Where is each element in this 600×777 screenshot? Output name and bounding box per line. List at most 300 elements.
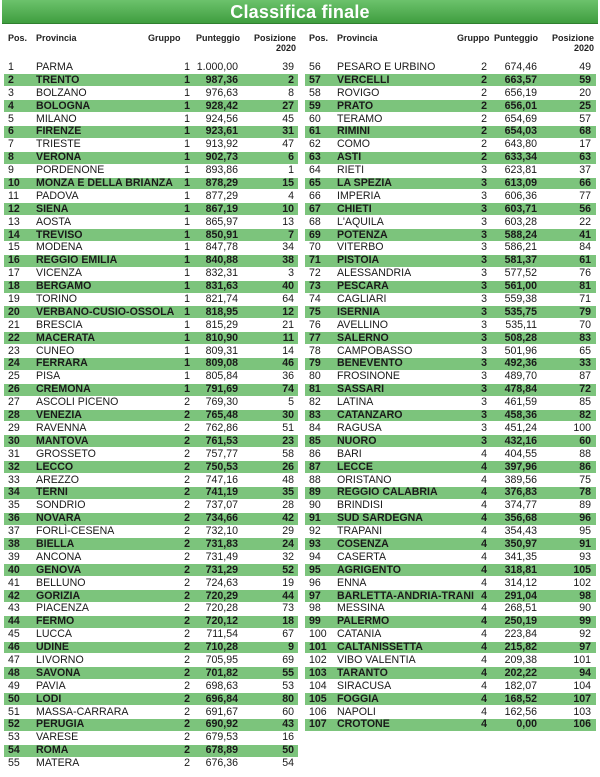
cell-gruppo: 4	[481, 666, 487, 679]
cell-provincia: LECCE	[337, 460, 373, 473]
cell-posizione-2020: 106	[573, 718, 591, 731]
cell-pos: 35	[8, 499, 20, 512]
cell-provincia: TERNI	[36, 486, 68, 499]
cell-pos: 57	[309, 73, 321, 86]
table-row	[305, 345, 596, 358]
cell-pos: 77	[309, 331, 321, 344]
cell-punteggio: 761,53	[205, 434, 238, 447]
table-row	[305, 615, 596, 628]
cell-pos: 54	[8, 744, 20, 757]
cell-posizione-2020: 49	[579, 61, 591, 73]
cell-posizione-2020: 102	[573, 576, 591, 589]
cell-posizione-2020: 46	[282, 357, 294, 370]
cell-pos: 23	[8, 344, 20, 357]
cell-posizione-2020: 28	[282, 499, 294, 512]
cell-pos: 52	[8, 718, 20, 731]
cell-punteggio: 893,86	[205, 164, 238, 177]
cell-punteggio: 731,83	[205, 537, 238, 550]
cell-pos: 85	[309, 434, 321, 447]
table-header	[305, 29, 596, 58]
cell-gruppo: 4	[481, 679, 487, 692]
cell-gruppo: 1	[184, 228, 190, 241]
cell-pos: 87	[309, 460, 321, 473]
cell-punteggio: 913,92	[205, 138, 238, 151]
table-row	[305, 448, 596, 461]
cell-provincia: MATERA	[36, 757, 80, 770]
table-row	[305, 74, 596, 87]
table-row	[305, 641, 596, 654]
cell-pos: 20	[8, 305, 20, 318]
cell-provincia: BENEVENTO	[337, 357, 403, 370]
cell-punteggio: 489,70	[504, 370, 537, 383]
cell-gruppo: 4	[481, 692, 487, 705]
cell-posizione-2020: 36	[282, 370, 294, 383]
cell-pos: 68	[309, 215, 321, 228]
cell-posizione-2020: 69	[282, 653, 294, 666]
cell-pos: 21	[8, 318, 20, 331]
cell-pos: 30	[8, 434, 20, 447]
cell-pos: 96	[309, 576, 321, 589]
cell-gruppo: 2	[184, 409, 190, 422]
cell-provincia: BELLUNO	[36, 576, 86, 589]
table-row	[305, 512, 596, 525]
cell-pos: 47	[8, 653, 20, 666]
cell-gruppo: 4	[481, 473, 487, 486]
table-row	[305, 396, 596, 409]
table-row	[305, 125, 596, 138]
cell-gruppo: 1	[184, 99, 190, 112]
cell-posizione-2020: 82	[579, 409, 591, 422]
cell-provincia: NAPOLI	[337, 705, 376, 718]
table-row	[305, 138, 596, 151]
cell-posizione-2020: 39	[282, 61, 294, 73]
cell-provincia: RIMINI	[337, 125, 370, 138]
cell-provincia: AOSTA	[36, 215, 72, 228]
cell-punteggio: 318,81	[504, 563, 537, 576]
cell-pos: 76	[309, 318, 321, 331]
table-row	[305, 203, 596, 216]
cell-punteggio: 809,31	[205, 344, 238, 357]
cell-provincia: RAGUSA	[337, 421, 382, 434]
cell-provincia: VARESE	[36, 731, 79, 744]
table-row	[4, 241, 298, 254]
cell-provincia: CATANZARO	[337, 409, 403, 422]
cell-punteggio: 731,29	[205, 563, 238, 576]
cell-gruppo: 1	[184, 370, 190, 383]
cell-gruppo: 1	[184, 344, 190, 357]
table-row	[4, 641, 298, 654]
cell-gruppo: 2	[184, 499, 190, 512]
cell-posizione-2020: 33	[579, 357, 591, 370]
cell-pos: 64	[309, 164, 321, 177]
cell-provincia: TRENTO	[36, 73, 80, 86]
cell-punteggio: 458,36	[504, 409, 537, 422]
cell-pos: 42	[8, 589, 20, 602]
cell-posizione-2020: 55	[282, 666, 294, 679]
cell-gruppo: 2	[184, 460, 190, 473]
cell-posizione-2020: 35	[282, 486, 294, 499]
cell-provincia: TERAMO	[337, 112, 383, 125]
cell-pos: 71	[309, 254, 321, 267]
cell-pos: 38	[8, 537, 20, 550]
cell-provincia: UDINE	[36, 641, 69, 654]
cell-punteggio: 0,00	[516, 718, 537, 731]
cell-punteggio: 720,29	[205, 589, 238, 602]
header-punteggio: Punteggio	[196, 33, 240, 43]
table-row	[4, 306, 298, 319]
cell-pos: 92	[309, 525, 321, 538]
cell-gruppo: 3	[481, 189, 487, 202]
cell-gruppo: 2	[184, 692, 190, 705]
table-row	[305, 280, 596, 293]
cell-posizione-2020: 97	[579, 641, 591, 654]
table-row	[305, 357, 596, 370]
cell-gruppo: 4	[481, 602, 487, 615]
cell-posizione-2020: 47	[282, 138, 294, 151]
cell-pos: 67	[309, 202, 321, 215]
cell-gruppo: 3	[481, 164, 487, 177]
cell-pos: 105	[309, 692, 327, 705]
cell-gruppo: 2	[184, 757, 190, 770]
cell-posizione-2020: 16	[282, 731, 294, 744]
cell-provincia: REGGIO EMILIA	[36, 254, 118, 267]
cell-gruppo: 1	[184, 112, 190, 125]
table-row	[4, 731, 298, 744]
cell-posizione-2020: 45	[282, 112, 294, 125]
cell-punteggio: 654,69	[504, 112, 537, 125]
header-pos: Pos.	[8, 33, 28, 43]
cell-gruppo: 2	[184, 447, 190, 460]
table-row	[4, 667, 298, 680]
cell-provincia: SUD SARDEGNA	[337, 512, 423, 525]
cell-provincia: SONDRIO	[36, 499, 86, 512]
cell-punteggio: 577,52	[504, 267, 537, 280]
table-row	[4, 461, 298, 474]
cell-provincia: ASCOLI PICENO	[36, 396, 119, 409]
cell-gruppo: 3	[481, 370, 487, 383]
cell-gruppo: 1	[184, 177, 190, 190]
cell-posizione-2020: 73	[282, 602, 294, 615]
cell-punteggio: 674,46	[504, 61, 537, 73]
cell-gruppo: 4	[481, 641, 487, 654]
cell-pos: 80	[309, 370, 321, 383]
cell-pos: 70	[309, 241, 321, 254]
cell-gruppo: 3	[481, 383, 487, 396]
table-row	[4, 474, 298, 487]
cell-posizione-2020: 23	[282, 434, 294, 447]
cell-gruppo: 3	[481, 280, 487, 293]
cell-punteggio: 397,96	[504, 460, 537, 473]
cell-posizione-2020: 17	[579, 138, 591, 151]
cell-punteggio: 478,84	[504, 383, 537, 396]
cell-gruppo: 3	[481, 421, 487, 434]
table-row	[4, 61, 298, 74]
cell-posizione-2020: 79	[579, 305, 591, 318]
cell-provincia: ENNA	[337, 576, 367, 589]
cell-provincia: VIBO VALENTIA	[337, 653, 416, 666]
cell-gruppo: 3	[481, 177, 487, 190]
table-row	[4, 718, 298, 731]
cell-gruppo: 4	[481, 512, 487, 525]
cell-posizione-2020: 96	[579, 512, 591, 525]
cell-pos: 90	[309, 499, 321, 512]
cell-posizione-2020: 27	[282, 99, 294, 112]
cell-gruppo: 2	[184, 705, 190, 718]
cell-pos: 91	[309, 512, 321, 525]
cell-posizione-2020: 64	[282, 293, 294, 306]
cell-punteggio: 878,29	[205, 177, 238, 190]
cell-punteggio: 732,10	[205, 525, 238, 538]
table-row	[4, 628, 298, 641]
cell-provincia: L'AQUILA	[337, 215, 384, 228]
cell-pos: 55	[8, 757, 20, 770]
cell-provincia: IMPERIA	[337, 189, 381, 202]
cell-gruppo: 1	[184, 241, 190, 254]
cell-punteggio: 1.000,00	[196, 61, 238, 73]
cell-punteggio: 162,56	[504, 705, 537, 718]
table-row	[4, 332, 298, 345]
table-row	[4, 229, 298, 242]
cell-provincia: PISTOIA	[337, 254, 380, 267]
cell-punteggio: 561,00	[504, 280, 537, 293]
cell-provincia: VENEZIA	[36, 409, 82, 422]
cell-posizione-2020: 25	[579, 99, 591, 112]
cell-pos: 107	[309, 718, 327, 731]
cell-gruppo: 4	[481, 653, 487, 666]
cell-pos: 26	[8, 383, 20, 396]
cell-gruppo: 4	[481, 537, 487, 550]
cell-pos: 102	[309, 653, 327, 666]
cell-provincia: PRATO	[337, 99, 374, 112]
table-row	[4, 512, 298, 525]
cell-punteggio: 698,63	[205, 679, 238, 692]
cell-gruppo: 2	[184, 666, 190, 679]
cell-pos: 49	[8, 679, 20, 692]
table-row	[305, 267, 596, 280]
cell-gruppo: 2	[184, 718, 190, 731]
cell-punteggio: 356,68	[504, 512, 537, 525]
cell-posizione-2020: 56	[579, 202, 591, 215]
table-row	[4, 164, 298, 177]
cell-pos: 28	[8, 409, 20, 422]
cell-gruppo: 3	[481, 357, 487, 370]
cell-posizione-2020: 58	[282, 447, 294, 460]
cell-gruppo: 2	[184, 537, 190, 550]
cell-pos: 44	[8, 615, 20, 628]
cell-pos: 75	[309, 305, 321, 318]
cell-posizione-2020: 18	[282, 615, 294, 628]
cell-pos: 6	[8, 125, 14, 138]
cell-punteggio: 581,37	[504, 254, 537, 267]
table-row	[4, 422, 298, 435]
cell-provincia: SAVONA	[36, 666, 81, 679]
cell-pos: 62	[309, 138, 321, 151]
cell-provincia: FERRARA	[36, 357, 88, 370]
cell-provincia: BIELLA	[36, 537, 75, 550]
cell-gruppo: 2	[184, 473, 190, 486]
cell-gruppo: 1	[184, 125, 190, 138]
ranking-table-right	[305, 29, 596, 731]
cell-provincia: MESSINA	[337, 602, 385, 615]
cell-provincia: RAVENNA	[36, 421, 87, 434]
cell-pos: 74	[309, 293, 321, 306]
cell-pos: 95	[309, 563, 321, 576]
cell-provincia: BARI	[337, 447, 362, 460]
table-row	[305, 654, 596, 667]
cell-provincia: SALERNO	[337, 331, 389, 344]
cell-punteggio: 168,52	[504, 692, 537, 705]
cell-punteggio: 710,28	[205, 641, 238, 654]
cell-posizione-2020: 61	[579, 254, 591, 267]
cell-punteggio: 762,86	[205, 421, 238, 434]
cell-posizione-2020: 91	[579, 537, 591, 550]
cell-gruppo: 1	[184, 305, 190, 318]
table-row	[4, 125, 298, 138]
table-row	[305, 474, 596, 487]
cell-provincia: BRESCIA	[36, 318, 83, 331]
cell-punteggio: 840,88	[205, 254, 238, 267]
cell-gruppo: 1	[184, 215, 190, 228]
cell-posizione-2020: 67	[282, 628, 294, 641]
cell-provincia: CASERTA	[337, 550, 387, 563]
cell-punteggio: 696,84	[205, 692, 238, 705]
cell-pos: 17	[8, 267, 20, 280]
cell-punteggio: 613,09	[504, 177, 537, 190]
cell-posizione-2020: 8	[288, 86, 294, 99]
cell-punteggio: 757,77	[205, 447, 238, 460]
cell-provincia: MANTOVA	[36, 434, 89, 447]
cell-provincia: SIENA	[36, 202, 69, 215]
cell-provincia: NOVARA	[36, 512, 82, 525]
cell-pos: 65	[309, 177, 321, 190]
cell-punteggio: 731,49	[205, 550, 238, 563]
cell-gruppo: 4	[481, 499, 487, 512]
table-row	[305, 551, 596, 564]
cell-punteggio: 705,95	[205, 653, 238, 666]
cell-provincia: PARMA	[36, 61, 73, 73]
cell-posizione-2020: 21	[282, 318, 294, 331]
cell-gruppo: 2	[481, 138, 487, 151]
cell-provincia: ALESSANDRIA	[337, 267, 412, 280]
cell-punteggio: 831,63	[205, 280, 238, 293]
table-row	[4, 216, 298, 229]
cell-provincia: PERUGIA	[36, 718, 85, 731]
cell-posizione-2020: 11	[282, 331, 294, 344]
table-row	[4, 435, 298, 448]
table-row	[4, 551, 298, 564]
cell-punteggio: 268,51	[504, 602, 537, 615]
cell-provincia: AREZZO	[36, 473, 79, 486]
cell-punteggio: 461,59	[504, 396, 537, 409]
table-row	[305, 332, 596, 345]
cell-provincia: PALERMO	[337, 615, 390, 628]
cell-punteggio: 818,95	[205, 305, 238, 318]
cell-provincia: MACERATA	[36, 331, 96, 344]
cell-posizione-2020: 86	[579, 460, 591, 473]
cell-posizione-2020: 32	[282, 550, 294, 563]
cell-pos: 78	[309, 344, 321, 357]
cell-posizione-2020: 13	[282, 215, 294, 228]
cell-gruppo: 2	[184, 589, 190, 602]
cell-punteggio: 432,16	[504, 434, 537, 447]
table-row	[305, 435, 596, 448]
cell-pos: 37	[8, 525, 20, 538]
cell-gruppo: 1	[184, 280, 190, 293]
table-row	[4, 590, 298, 603]
cell-pos: 12	[8, 202, 20, 215]
cell-gruppo: 4	[481, 447, 487, 460]
cell-provincia: PISA	[36, 370, 61, 383]
cell-punteggio: 633,34	[504, 151, 537, 164]
cell-posizione-2020: 65	[579, 344, 591, 357]
cell-posizione-2020: 94	[579, 666, 591, 679]
cell-punteggio: 451,24	[504, 421, 537, 434]
cell-gruppo: 2	[184, 563, 190, 576]
cell-pos: 106	[309, 705, 327, 718]
table-row	[4, 293, 298, 306]
cell-gruppo: 1	[184, 254, 190, 267]
cell-pos: 29	[8, 421, 20, 434]
cell-pos: 4	[8, 99, 14, 112]
table-row	[305, 293, 596, 306]
cell-pos: 81	[309, 383, 321, 396]
cell-gruppo: 1	[184, 138, 190, 151]
cell-punteggio: 202,22	[504, 666, 537, 679]
cell-posizione-2020: 19	[282, 576, 294, 589]
cell-posizione-2020: 57	[579, 112, 591, 125]
cell-provincia: PESARO E URBINO	[337, 61, 436, 73]
cell-gruppo: 1	[184, 164, 190, 177]
cell-provincia: ANCONA	[36, 550, 82, 563]
table-body-right	[305, 61, 596, 731]
cell-gruppo: 4	[481, 525, 487, 538]
cell-pos: 101	[309, 641, 327, 654]
header-pos: Pos.	[309, 33, 329, 43]
cell-pos: 61	[309, 125, 321, 138]
cell-pos: 40	[8, 563, 20, 576]
cell-posizione-2020: 1	[288, 164, 294, 177]
cell-provincia: FROSINONE	[337, 370, 400, 383]
page-title: Classifica finale	[2, 0, 598, 24]
cell-posizione-2020: 75	[579, 473, 591, 486]
cell-gruppo: 2	[481, 73, 487, 86]
cell-posizione-2020: 77	[579, 189, 591, 202]
cell-punteggio: 250,19	[504, 615, 537, 628]
cell-punteggio: 791,69	[205, 383, 238, 396]
cell-pos: 16	[8, 254, 20, 267]
cell-pos: 66	[309, 189, 321, 202]
cell-provincia: SIRACUSA	[337, 679, 392, 692]
cell-posizione-2020: 34	[282, 241, 294, 254]
cell-pos: 97	[309, 589, 321, 602]
cell-punteggio: 747,16	[205, 473, 238, 486]
cell-posizione-2020: 6	[288, 151, 294, 164]
cell-punteggio: 603,71	[504, 202, 537, 215]
cell-punteggio: 765,48	[205, 409, 238, 422]
cell-provincia: TARANTO	[337, 666, 388, 679]
cell-posizione-2020: 74	[282, 383, 294, 396]
cell-provincia: TRAPANI	[337, 525, 383, 538]
cell-posizione-2020: 24	[282, 537, 294, 550]
table-row	[305, 100, 596, 113]
cell-posizione-2020: 52	[282, 563, 294, 576]
cell-pos: 32	[8, 460, 20, 473]
cell-punteggio: 805,84	[205, 370, 238, 383]
cell-provincia: PIACENZA	[36, 602, 89, 615]
cell-gruppo: 4	[481, 486, 487, 499]
cell-pos: 56	[309, 61, 321, 73]
table-row	[305, 693, 596, 706]
